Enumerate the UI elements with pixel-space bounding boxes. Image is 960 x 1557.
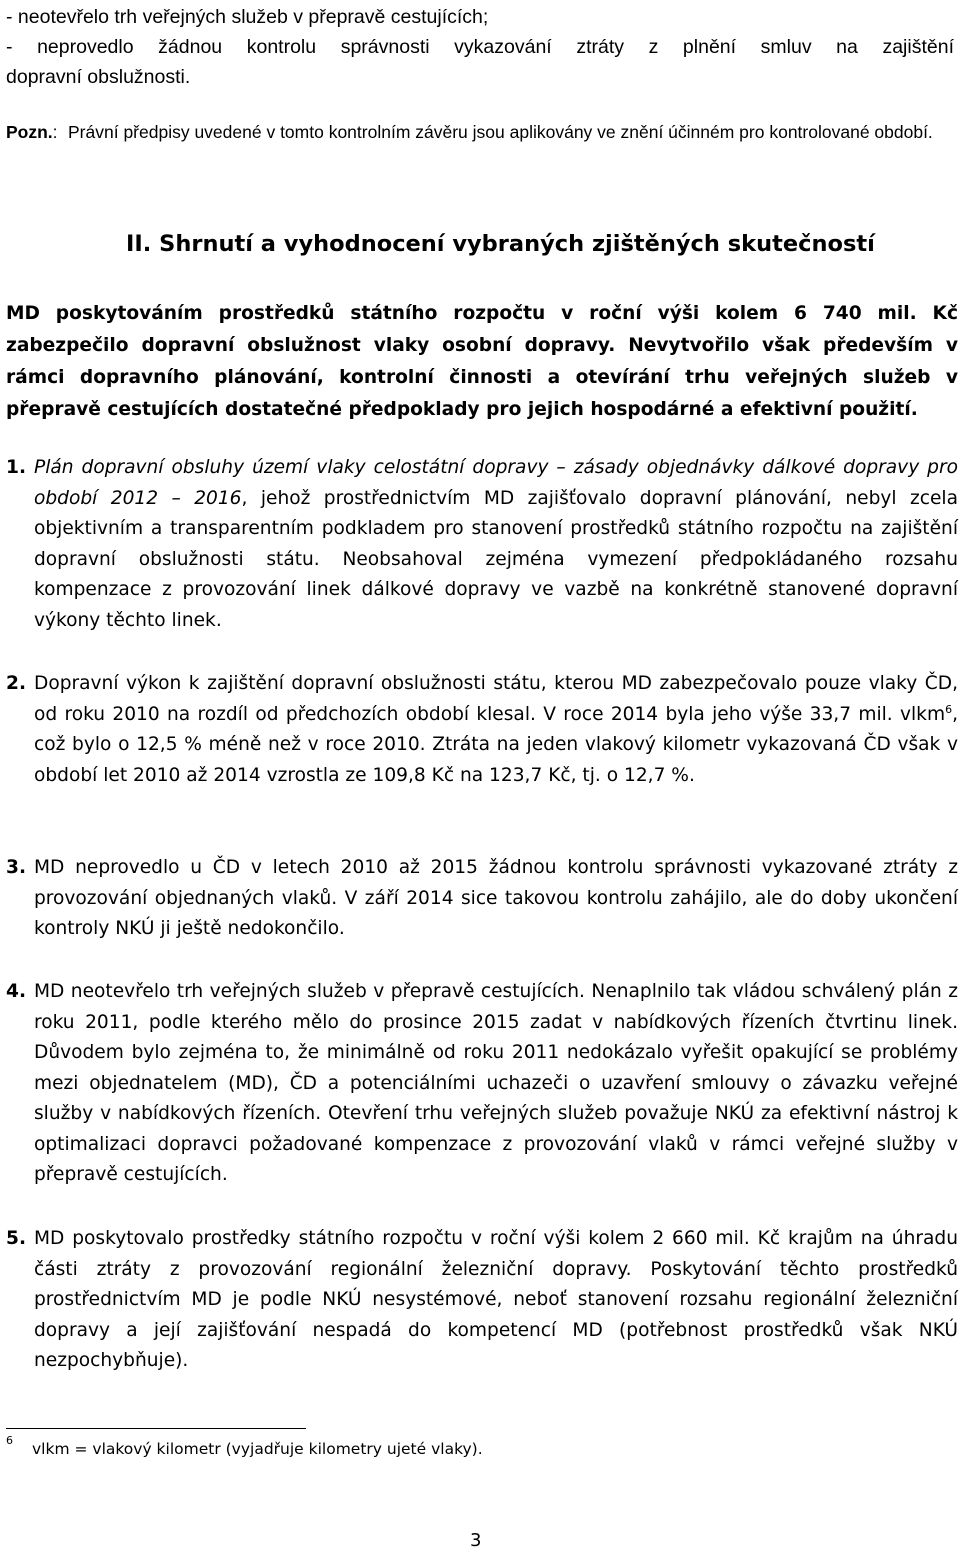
paragraph-text: , jehož prostřednictvím MD zajišťovalo dopravní plánování, nebyl zcela objektivním a transparentním podkladem pro stanovení prostředků státního rozpočtu na zajištění dopravní obslužnosti státu. Neobsahoval zejména vymezení předpokládaného rozsahu kompenzace z provozování linek dálkové dopravy ve vazbě na konkrétně stanovené dopravní výkony těchto linek. — [34, 487, 958, 631]
intro-line-3: dopravní obslužnosti. — [6, 66, 191, 88]
paragraph-3 — [6, 853, 958, 945]
paragraph-number: 3. — [6, 857, 27, 878]
footnote — [6, 1434, 483, 1458]
footnote-mark: 6 — [6, 1434, 13, 1447]
summary-paragraph: MD poskytováním prostředků státního rozpočtu v roční výši kolem 6 740 mil. Kč zabezpečilo dopravní obslužnost vlaky osobní dopravy. Nevytvořilo však především v rámci dopravního plánování, kontrolní činnosti a otevírání trhu veřejných služeb v přepravě cestujících dostatečné předpoklady pro jejich hospodárné a efektivní použití. — [6, 303, 958, 420]
paragraph-2 — [6, 669, 958, 791]
paragraph-body: MD neprovedlo u ČD v letech 2010 až 2015 žádnou kontrolu správnosti vykazované ztráty z provozování objednaných vlaků. V září 2014 sice takovou kontrolu zahájilo, ale do doby ukončení kontroly NKÚ ji ještě nedokončilo. — [34, 857, 958, 939]
footnote-ref[interactable]: 6 — [945, 702, 953, 716]
note-label: Pozn.: — [6, 122, 58, 142]
plan-title: Plán dopravní obsluhy území vlaky celostátní dopravy – zásady objednávky dálkové dopravy pro období 2012 – 2016 — [34, 457, 958, 509]
paragraph-1 — [6, 453, 958, 636]
paragraph-body: MD poskytovalo prostředky státního rozpočtu v roční výši kolem 2 660 mil. Kč krajům na úhradu části ztráty z provozování regionální železniční dopravy. Poskytování těchto prostředků prostřednictvím MD je podle NKÚ nesystémové, neboť stanovení rozsahu regionální železniční dopravy a její zajišťování nespadá do kompetencí MD (potřebnost prostředků však NKÚ nezpochybňuje). — [34, 1228, 958, 1371]
footnote-separator — [6, 1428, 306, 1429]
intro-line-1: - neotevřelo trh veřejných služeb v přepravě cestujících; — [6, 6, 489, 28]
paragraph-body: MD neotevřelo trh veřejných služeb v přepravě cestujících. Nenaplnilo tak vládou schválený plán z roku 2011, podle kterého mělo do prosince 2015 zadat v nabídkových řízeních čtvrtinu linek. Důvodem bylo zejména to, že minimálně od roku 2011 nedokázalo vyřešit opakující se problémy mezi objednatelem (MD), ČD a potenciálními uchazeči o uzavření smlouvy o závazku veřejné služby v nabídkových řízeních. Otevření trhu veřejných služeb považuje NKÚ za efektivní nástroj k optimalizaci dopravci požadované kompenzace z provozování vlaků v rámci veřejné služby v přepravě cestujících. — [34, 981, 958, 1185]
intro-line-2: - neprovedlo žádnou kontrolu správnosti vykazování ztráty z plnění smluv na zajištění — [6, 36, 954, 58]
paragraph-number: 4. — [6, 981, 27, 1002]
page-number: 3 — [470, 1530, 482, 1551]
paragraph-number: 5. — [6, 1228, 27, 1249]
paragraph-number: 1. — [6, 457, 27, 478]
intro-list — [6, 2, 954, 92]
paragraph-body: Dopravní výkon k zajištění dopravní obslužnosti státu, kterou MD zabezpečovalo pouze vlaky ČD, od roku 2010 na rozdíl od předchozích období klesal. V roce 2014 byla jeho výše 33,7 mil. vlkm$^6$, což bylo o 12,5 % méně než v roce 2010. Ztráta na jeden vlakový kilometr vykazovaná ČD však v období let 2010 až 2014 vzrostla ze 109,8 Kč na 123,7 Kč, tj. o 12,7 %. — [34, 673, 958, 786]
footnote-text: vlkm = vlakový kilometr (vyjadřuje kilometry ujeté vlaky). — [32, 1440, 483, 1458]
paragraph-5 — [6, 1224, 958, 1377]
paragraph-4 — [6, 977, 958, 1191]
note-text: Právní předpisy uvedené v tomto kontrolním závěru jsou aplikovány ve znění účinném pro kontrolované období. — [68, 122, 933, 142]
note — [6, 117, 954, 148]
paragraph-number: 2. — [6, 673, 27, 694]
paragraph-body — [34, 453, 958, 636]
section-heading: II. Shrnutí a vyhodnocení vybraných zjištěných skutečností — [126, 231, 875, 257]
